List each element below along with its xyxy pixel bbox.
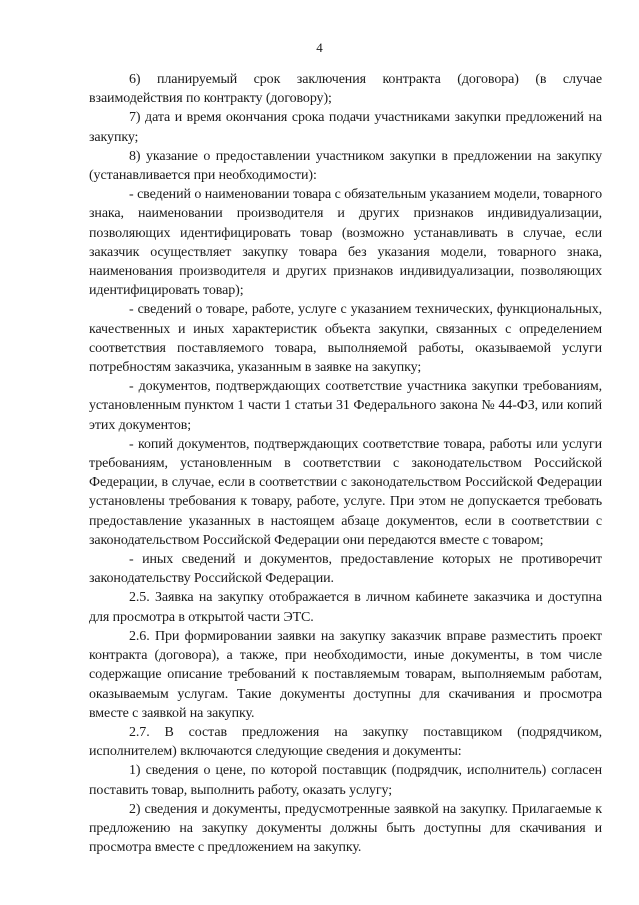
paragraph-item-8: 8) указание о предоставлении участником закупки в предложении на закупку (устанавливается при необходимости): [89,148,602,184]
paragraph-2-5: 2.5. Заявка на закупку отображается в личном кабинете заказчика и доступна для просмотра в открытой части ЭТС. [89,590,602,625]
paragraph-bullet-other-docs: - иных сведений и документов, предоставление которых не противоречит законодательству Российской Федерации. [89,552,602,587]
paragraph-bullet-participant-docs: - документов, подтверждающих соответствие участника закупки требованиям, установленным пунктом 1 части 1 статьи 31 Федерального закона № 44-ФЗ, или копий этих документов; [89,379,602,433]
paragraph-bullet-conformity-docs: - копий документов, подтверждающих соответствие товара, работы или услуги требованиям, установленным в соответствии с законодательством Российской Федерации, в случае, если в соответствии с законодательством Российской Федерации установлены требования к товару, работе, услуге. При этом не допускается требовать предоставление указанных в настоящем абзаце документов, если в соответствии с законодательством Российской Федерации они передаются вместе с товаром; [89,436,602,548]
paragraph-item-7: 7) дата и время окончания срока подачи участниками закупки предложений на закупку; [89,110,602,145]
document-body [89,70,602,857]
paragraph-item-6: 6) планируемый срок заключения контракта (договора) (в случае взаимодействия по контракту (договору); [89,72,602,107]
paragraph-bullet-goods-info: - сведений о наименовании товара с обязательным указанием модели, товарного знака, наименовании производителя и других признаков индивидуализации, позволяющих идентифицировать товар (возможно устанавливать в случае, если заказчик осуществляет закупку товара без указания модели, товарного знака, наименования производителя и других признаков индивидуализации, позволяющих идентифицировать товар); [89,187,602,299]
paragraph-2-7-item-1: 1) сведения о цене, по которой поставщик (подрядчик, исполнитель) согласен поставить товар, выполнить работу, оказать услугу; [89,763,602,798]
paragraph-2-7: 2.7. В состав предложения на закупку поставщиком (подрядчиком, исполнителем) включаются следующие сведения и документы: [89,724,602,760]
paragraph-2-6: 2.6. При формировании заявки на закупку заказчик вправе разместить проект контракта (договора), а также, при необходимости, иные документы, в том числе содержащие описание требований к поставляемым товарам, выполняемым работам, оказываемым услугам. Такие документы доступны для скачивания и просмотра вместе с заявкой на закупку. [89,628,602,721]
page-number: 4 [316,40,323,55]
paragraph-2-7-item-2: 2) сведения и документы, предусмотренные заявкой на закупку. Прилагаемые к предложению на закупку документы должны быть доступны для скачивания и просмотра вместе с предложением на закупку. [89,801,602,856]
paragraph-bullet-characteristics: - сведений о товаре, работе, услуге с указанием технических, функциональных, качественных и иных характеристик объекта закупки, связанных с определением соответствия поставляемого товара, выполняемой работы, оказываемой услуги потребностям заказчика, указанным в заявке на закупку; [89,302,602,376]
